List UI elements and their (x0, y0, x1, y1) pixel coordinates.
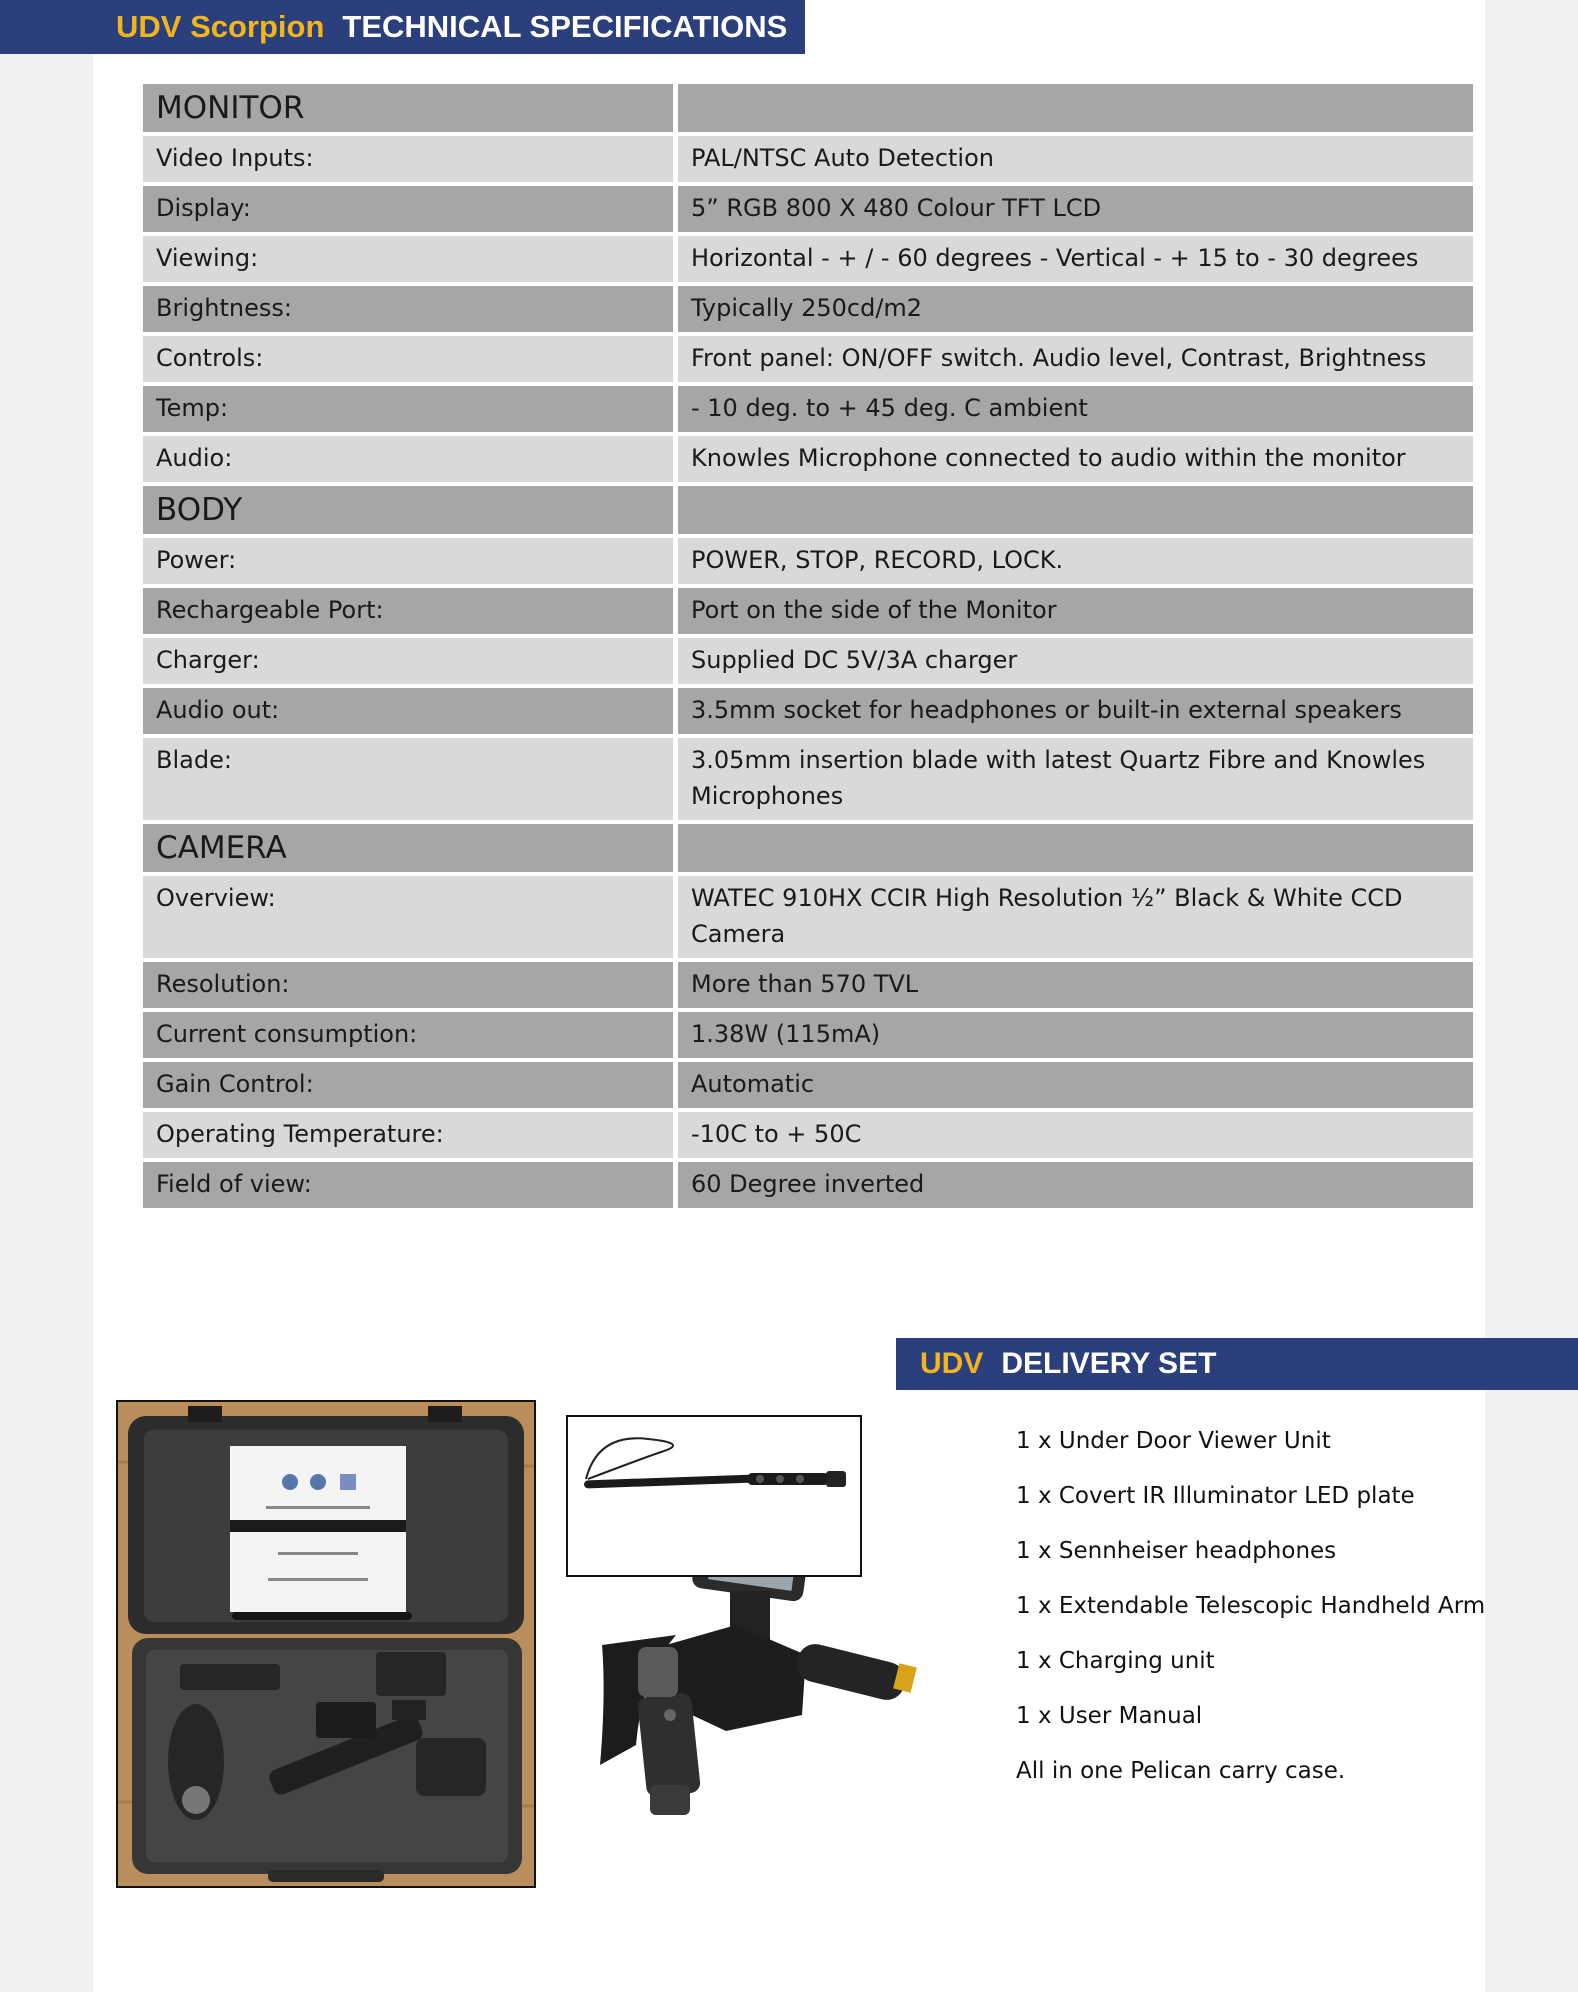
spec-label: Audio out: (143, 688, 673, 734)
list-item: 1 x Covert IR Illuminator LED plate (1016, 1483, 1415, 1509)
spec-label: Resolution: (143, 962, 673, 1008)
list-item: 1 x Extendable Telescopic Handheld Arm (1016, 1593, 1486, 1619)
spec-value: Automatic (678, 1062, 1473, 1108)
telescopic-arm-inset (566, 1415, 862, 1577)
delivery-title: DELIVERY SET (1001, 1347, 1217, 1380)
list-item: 1 x Sennheiser headphones (1016, 1538, 1337, 1564)
spec-value: PAL/NTSC Auto Detection (678, 136, 1473, 182)
table-row (143, 688, 1473, 734)
spec-value: - 10 deg. to + 45 deg. C ambient (678, 386, 1473, 432)
section-row-monitor (143, 84, 1473, 132)
spec-value: 3.5mm socket for headphones or built-in external speakers (678, 688, 1473, 734)
table-row (143, 386, 1473, 432)
table-row (143, 436, 1473, 482)
spec-value: Supplied DC 5V/3A charger (678, 638, 1473, 684)
spec-label: Rechargeable Port: (143, 588, 673, 634)
delivery-brand: UDV (920, 1347, 984, 1380)
spec-label: Gain Control: (143, 1062, 673, 1108)
table-row (143, 1112, 1473, 1158)
spec-label: Temp: (143, 386, 673, 432)
table-row (143, 876, 1473, 958)
header-title: TECHNICAL SPECIFICATIONS (342, 9, 788, 44)
delivery-banner (896, 1338, 1578, 1390)
spec-table (138, 80, 1478, 1212)
section-title: CAMERA (143, 824, 673, 872)
section-row-camera (143, 824, 1473, 872)
table-row (143, 336, 1473, 382)
spec-value: POWER, STOP, RECORD, LOCK. (678, 538, 1473, 584)
spec-label: Display: (143, 186, 673, 232)
list-item: 1 x Charging unit (1016, 1648, 1215, 1674)
spec-value: More than 570 TVL (678, 962, 1473, 1008)
pelican-case-illustration (118, 1402, 534, 1886)
telescopic-arm-illustration (568, 1417, 860, 1575)
table-row (143, 588, 1473, 634)
spec-value: WATEC 910HX CCIR High Resolution ½” Black & White CCD Camera (678, 876, 1473, 958)
spec-value: Horizontal - + / - 60 degrees - Vertical - + 15 to - 30 degrees (678, 236, 1473, 282)
table-row (143, 538, 1473, 584)
table-row (143, 638, 1473, 684)
spec-value: Port on the side of the Monitor (678, 588, 1473, 634)
list-item: 1 x User Manual (1016, 1703, 1203, 1729)
spec-value: 1.38W (115mA) (678, 1012, 1473, 1058)
section-row-body (143, 486, 1473, 534)
list-item: All in one Pelican carry case. (1016, 1758, 1346, 1784)
table-row (143, 286, 1473, 332)
list-item: 1 x Under Door Viewer Unit (1016, 1428, 1331, 1454)
header-banner (0, 0, 805, 54)
section-title: MONITOR (143, 84, 673, 132)
table-row (143, 1162, 1473, 1208)
spec-label: Video Inputs: (143, 136, 673, 182)
delivery-list (1016, 1420, 1485, 1805)
table-row (143, 738, 1473, 820)
spec-label: Charger: (143, 638, 673, 684)
spec-table-body (143, 84, 1473, 1208)
spec-value: 5” RGB 800 X 480 Colour TFT LCD (678, 186, 1473, 232)
table-row (143, 1012, 1473, 1058)
table-row (143, 136, 1473, 182)
spec-label: Viewing: (143, 236, 673, 282)
spec-label: Controls: (143, 336, 673, 382)
spec-label: Power: (143, 538, 673, 584)
pelican-case-photo (116, 1400, 536, 1888)
table-row (143, 186, 1473, 232)
header-brand: UDV Scorpion (116, 9, 325, 44)
spec-value: 60 Degree inverted (678, 1162, 1473, 1208)
spec-value: Typically 250cd/m2 (678, 286, 1473, 332)
spec-label: Current consumption: (143, 1012, 673, 1058)
spec-label: Brightness: (143, 286, 673, 332)
spec-label: Overview: (143, 876, 673, 958)
spec-value: Front panel: ON/OFF switch. Audio level, Contrast, Brightness (678, 336, 1473, 382)
spec-value: Knowles Microphone connected to audio within the monitor (678, 436, 1473, 482)
spec-value: 3.05mm insertion blade with latest Quartz Fibre and Knowles Microphones (678, 738, 1473, 820)
table-row (143, 962, 1473, 1008)
section-title: BODY (143, 486, 673, 534)
table-row (143, 1062, 1473, 1108)
table-row (143, 236, 1473, 282)
spec-label: Operating Temperature: (143, 1112, 673, 1158)
spec-value: -10C to + 50C (678, 1112, 1473, 1158)
spec-label: Field of view: (143, 1162, 673, 1208)
spec-label: Blade: (143, 738, 673, 820)
spec-label: Audio: (143, 436, 673, 482)
